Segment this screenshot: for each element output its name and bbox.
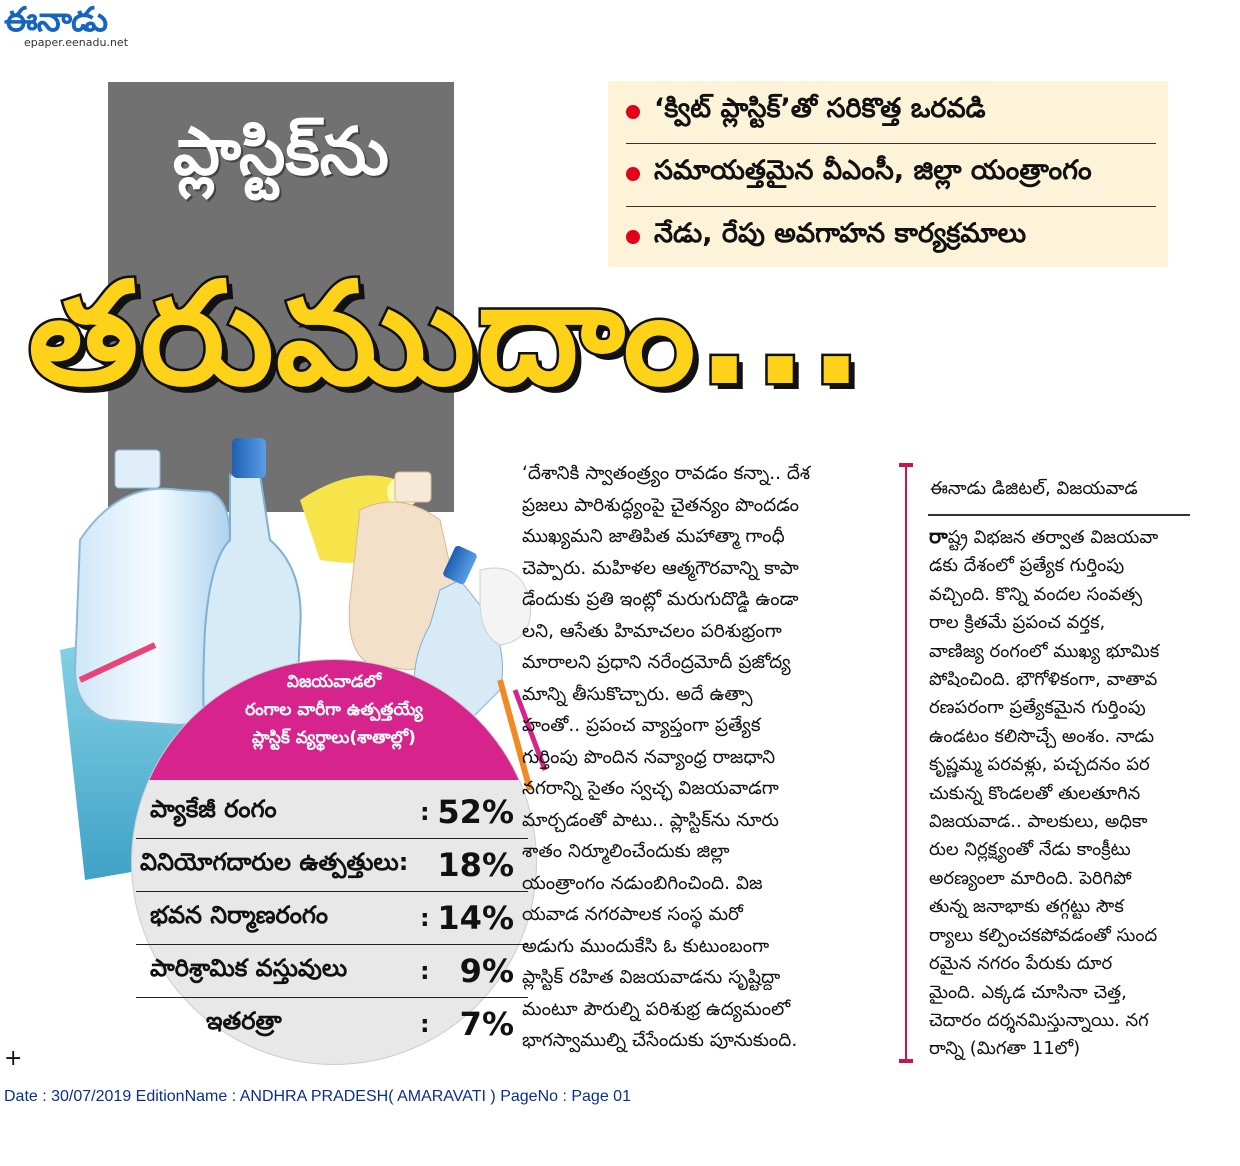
text-line: చెదారం దర్శనమిస్తున్నాయి. నగ [929,1009,1149,1031]
text-line: మారాలని ప్రధాని నరేంద్రమోదీ ప్రజోద్య [522,652,791,673]
text-line: ‘దేశానికి స్వాతంత్ర్యం రావడం కన్నా.. దేశ [522,463,811,484]
infographic-row [136,998,528,1050]
sector-value: 9% [459,952,514,990]
highlight-text: నేడు, రేపు అవగాహన కార్యక్రమాలు [654,218,1027,249]
text-line: మంటూ పౌరుల్ని పరిశుభ్ర ఉద్యమంలో [522,998,791,1020]
edition-footer: Date : 30/07/2019 EditionName : ANDHRA PRADESH( AMARAVATI ) PageNo : Page 01 [4,1088,631,1105]
text-line: డేందుకు ప్రతి ఇంట్లో మరుగుదొడ్డి ఉండా [522,589,799,610]
sector-value: 52% [437,793,514,831]
text-line: మార్చడంతో పాటు.. ప్లాస్టిక్‌ను నూరు [522,809,779,831]
sector-label: భవన నిర్మాణరంగం [150,901,329,929]
caption-line: రంగాల వారీగా ఉత్పత్తయ్యే [245,700,423,720]
text-line: యంత్రాంగం నడుంబిగించింది. విజ [522,872,763,894]
infographic-row [136,786,528,839]
text-line: వచ్చింది. కొన్ని వందల సంవత్స [929,583,1143,605]
text-line: విజయవాడ.. పాలకులు, అధికా [929,811,1148,833]
text-line: ఉండటం కలిసొచ్చే అంశం. నాడు [929,725,1155,747]
colon: : [420,798,430,826]
text-line: అడుగు ముందుకేసి ఓ కుటుంబంగా [522,935,770,957]
text-line [929,522,1191,552]
drop-lead: రా [929,524,948,548]
text-line: ప్లాస్టిక్ రహిత విజయవాడను సృష్టిద్దా [522,967,781,988]
infographic-table [136,786,528,1050]
text-line: ప్రజలు పారిశుద్ధ్యంపై చైతన్యం పొందడం [522,494,800,516]
article-intro-column [522,458,884,1057]
crosshair-icon: + [4,1046,23,1071]
headline-kicker: ప్లాస్టిక్‌ను [173,113,389,190]
sector-label: ఇతరత్రా [206,1007,282,1035]
site-url: epaper.eenadu.net [24,36,129,49]
colon: : [420,1010,430,1038]
text-line: రుల నిర్లక్ష్యంతో నేడు కాంక్రీటు [929,839,1131,861]
text-line: నగరాన్ని సైతం స్వచ్ఛ విజయవాడగా [522,778,779,799]
byline: ఈనాడు డిజిటల్, విజయవాడ [930,478,1138,499]
text-line: లని, ఆసేతు హిమాచలం పరిశుభ్రంగా [522,620,782,642]
text-line: మాన్ని తీసుకొచ్చారు. అదే ఉత్సా [522,683,753,705]
sector-value: 14% [437,899,514,937]
sector-value: 7% [459,1005,514,1043]
text-line: చెప్పారు. మహిళల ఆత్మగౌరవాన్ని కాపా [522,557,799,579]
infographic-caption [132,668,536,752]
text-line: హంతో.. ప్రపంచ వ్యాప్తంగా ప్రత్యేక [522,715,761,736]
text-line: భాగస్వాముల్ని చేసేందుకు పూనుకుంది. [522,1030,798,1051]
highlight-item [626,143,1156,205]
infographic-row [136,839,528,892]
text-line: రాన్ని (మిగతా 11లో) [929,1038,1081,1060]
text-line: వాణిజ్య రంగంలో ముఖ్య భూమిక [929,640,1160,662]
highlight-text: ‘క్విట్ ప్లాస్టిక్’తో సరికొత్త ఒరవడి [654,93,986,124]
divider-cap [899,1059,913,1063]
text-line: యవాడ నగరపాలక సంస్థ మరో [522,904,743,925]
sector-value: 18% [437,846,514,884]
masthead [4,2,128,49]
text-fragment: ష్ట్ర విభజన తర్వాత విజయవా [947,527,1159,548]
text-line: డకు దేశంలో ప్రత్యేక గుర్తింపు [929,555,1125,577]
byline-rule [928,514,1190,516]
colon: : [420,957,430,985]
text-line: ర్యాలు కల్పించకపోవడంతో సుంద [929,924,1158,946]
caption-line: ప్లాస్టిక్ వ్యర్థాలు(శాతాల్లో) [252,728,416,748]
highlight-item [626,81,1156,143]
text-line: ముఖ్యమని జాతిపిత మహాత్మా గాంధీ [522,526,785,547]
divider-cap [899,463,913,467]
bullet-icon [626,105,640,119]
bullet-icon [626,230,640,244]
colon: : [420,904,430,932]
column-divider [905,463,907,1063]
article-main-column [929,522,1191,1064]
infographic-header [132,660,536,780]
text-line: కృష్ణమ్మ పరవళ్లు, పచ్చదనం పర [929,754,1150,776]
text-line: రాల క్రితమే ప్రపంచ వర్తక, [929,612,1106,634]
text-line: పోషించింది. భౌగోళికంగా, వాతావ [929,669,1158,691]
caption-line: విజయవాడలో [286,672,382,692]
text-line: చుకున్న కొండలతో తులతూగిన [929,782,1141,804]
text-line: గుర్తింపు పొందిన నవ్యాంధ్ర రాజధాని [522,746,776,768]
text-line: మైంది. ఎక్కడ చూసినా చెత్త, [929,981,1127,1003]
text-line: శాతం నిర్మూలించేందుకు జిల్లా [522,841,730,862]
sector-label: పారిశ్రామిక వస్తువులు [150,954,348,982]
highlight-text: సమాయత్తమైన వీఎంసీ, జిల్లా యంత్రాంగం [654,155,1092,186]
infographic-row [136,945,528,998]
infographic-row [136,892,528,945]
text-line: తున్న జనాభాకు తగ్గట్టు సౌక [929,896,1124,918]
text-line: రమైన నగరం పేరుకు దూర [929,953,1113,975]
sector-label: వినియోగదారుల ఉత్పత్తులు: [140,848,409,876]
highlights-box [608,81,1168,267]
eenadu-logo: ఈనాడు [4,0,108,40]
headline-main: తరుముదాం... [28,252,866,417]
bullet-icon [626,167,640,181]
text-line: అరణ్యంలా మారింది. పెరిగిపో [929,867,1132,889]
sector-label: ప్యాకేజీ రంగం [150,795,277,823]
text-line: రణపరంగా ప్రత్యేకమైన గుర్తింపు [929,697,1146,719]
